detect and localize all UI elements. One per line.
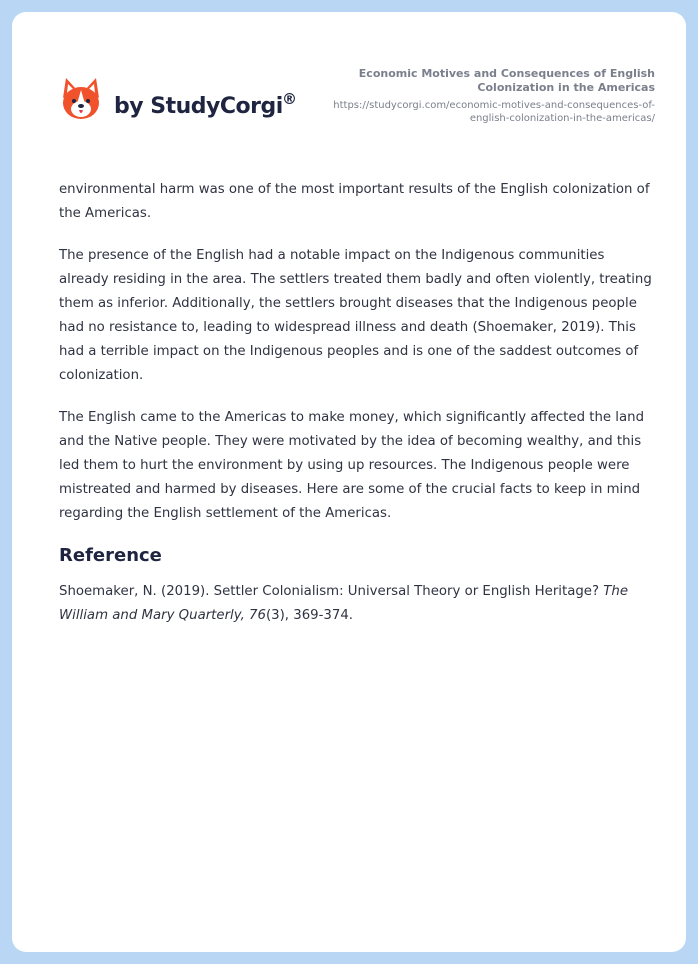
reference-journal: The William and Mary Quarterly, 76 — [59, 584, 628, 623]
reference-text: Shoemaker, N. (2019). Settler Colonialism: Universal Theory or English Heritage? — [59, 584, 604, 599]
reference-entry — [59, 580, 654, 628]
corgi-logo-icon — [60, 76, 102, 122]
document-url[interactable]: https://studycorgi.com/economic-motives-and-consequences-of-english-colonization-in-the-americas/ — [333, 100, 655, 124]
body-paragraph: environmental harm was one of the most important results of the English colonization of the Americas. — [59, 182, 650, 221]
studycorgi-logo[interactable] — [60, 76, 310, 136]
document-meta — [295, 67, 655, 125]
body-paragraph: The presence of the English had a notable impact on the Indigenous communities already residing in the area. The settlers treated them badly and often violently, treating them as inferior. Additionally, the settlers brought diseases that the Indigenous people had no resistance to, leading to widespread illness and death (Shoemaker, 2019). This had a terrible impact on the Indigenous peoples and is one of the saddest outcomes of colonization. — [59, 248, 652, 383]
reference-issue: (3), 369-374. — [265, 608, 354, 623]
references-section — [59, 544, 654, 628]
body-paragraph: The English came to the Americas to make money, which significantly affected the land and the Native people. They were motivated by the idea of becoming wealthy, and this led them to hurt the environment by using up resources. The Indigenous people were mistreated and harmed by diseases. Here are some of the crucial facts to keep in mind regarding the English settlement of the Americas. — [59, 410, 645, 521]
references-heading: Reference — [59, 545, 162, 566]
document-title: Economic Motives and Consequences of English Colonization in the Americas — [358, 67, 655, 94]
document-page — [12, 12, 686, 952]
page-header — [12, 12, 686, 152]
registered-mark: ® — [282, 90, 297, 108]
brand-name: by StudyCorgi — [114, 94, 283, 119]
document-body — [59, 178, 654, 628]
